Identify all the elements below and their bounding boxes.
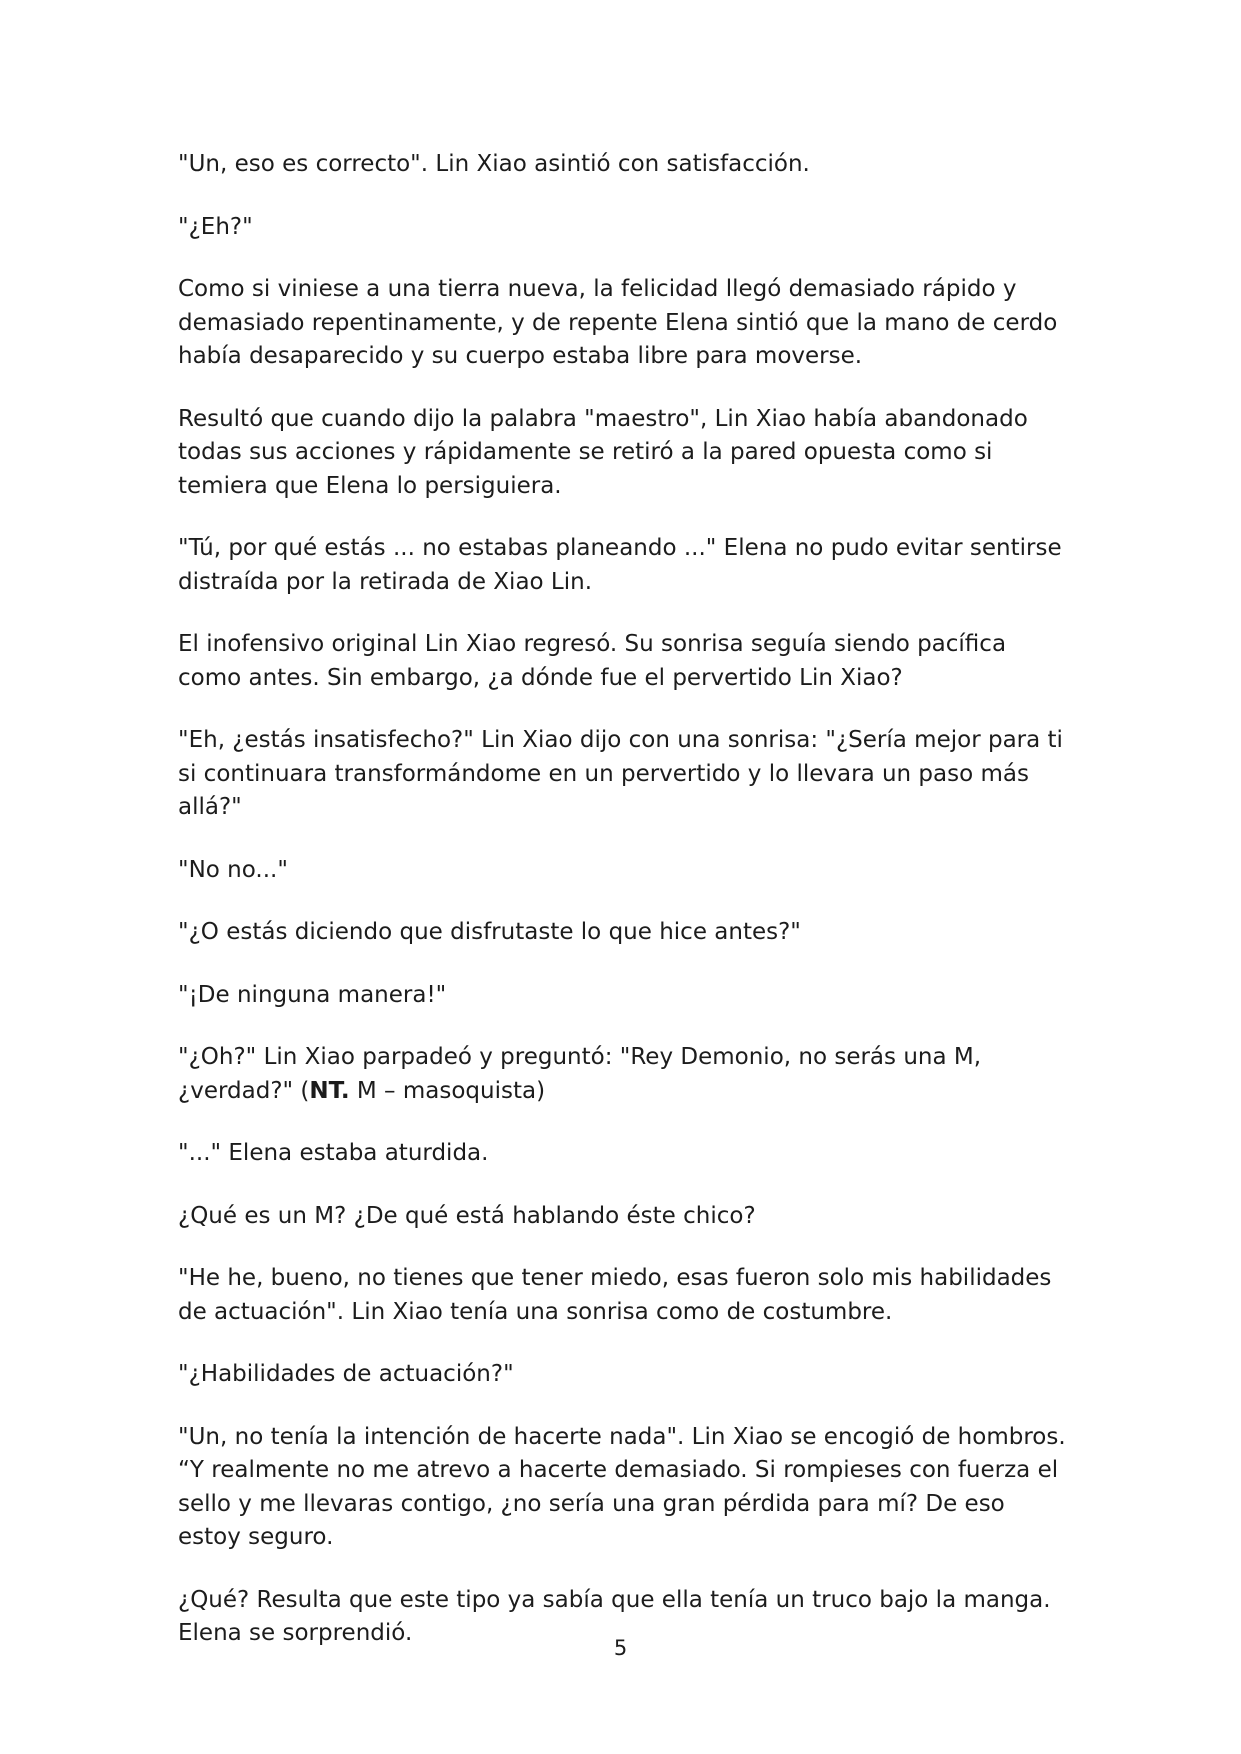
paragraph: Resultó que cuando dijo la palabra "maestro", Lin Xiao había abandonado todas sus acciones y rápidamente se retiró a la pared opuesta como si temiera que Elena lo persiguiera. bbox=[178, 405, 1028, 499]
nt-text-after: M – masoquista) bbox=[349, 1077, 546, 1104]
paragraph: "Tú, por qué estás ... no estabas planeando ..." Elena no pudo evitar sentirse distraída por la retirada de Xiao Lin. bbox=[178, 535, 1062, 595]
paragraph: "Eh, ¿estás insatisfecho?" Lin Xiao dijo con una sonrisa: "¿Sería mejor para ti si continuara transformándome en un pervertido y lo llevara un paso más allá?" bbox=[178, 727, 1063, 820]
paragraph: El inofensivo original Lin Xiao regresó. Su sonrisa seguía siendo pacífica como antes. Sin embargo, ¿a dónde fue el pervertido Lin Xiao? bbox=[178, 631, 1007, 691]
body-text bbox=[178, 148, 1073, 1680]
paragraph: Como si viniese a una tierra nueva, la felicidad llegó demasiado rápido y demasiado repentinamente, y de repente Elena sintió que la mano de cerdo había desaparecido y su cuerpo estaba libre para moverse. bbox=[178, 276, 1058, 369]
paragraph: "He he, bueno, no tienes que tener miedo, esas fueron solo mis habilidades de actuación". Lin Xiao tenía una sonrisa como de costumbre. bbox=[178, 1265, 1052, 1325]
nt-label: NT. bbox=[309, 1077, 350, 1104]
nt-text-before: "¿Oh?" Lin Xiao parpadeó y preguntó: "Rey Demonio, no serás una M, ¿verdad?" ( bbox=[178, 1044, 982, 1104]
paragraph: "¿Habilidades de actuación?" bbox=[178, 1361, 514, 1387]
paragraph: "Un, no tenía la intención de hacerte nada". Lin Xiao se encogió de hombros. “Y realmente no me atrevo a hacerte demasiado. Si rompieses con fuerza el sello y me llevaras contigo, ¿no sería una gran pérdida para mí? De eso estoy seguro. bbox=[178, 1423, 1066, 1550]
paragraph: "..." Elena estaba aturdida. bbox=[178, 1140, 489, 1166]
page-number: 5 bbox=[613, 1636, 628, 1660]
paragraph: "No no..." bbox=[178, 856, 288, 883]
paragraph-translator-note bbox=[178, 1041, 1073, 1108]
paragraph: "¡De ninguna manera!" bbox=[178, 981, 447, 1008]
paragraph: ¿Qué? Resulta que este tipo ya sabía que ella tenía un truco bajo la manga. Elena se sorprendió. bbox=[178, 1586, 1051, 1646]
paragraph: "¿Eh?" bbox=[178, 213, 253, 240]
paragraph: "¿O estás diciendo que disfrutaste lo que hice antes?" bbox=[178, 919, 801, 945]
paragraph: ¿Qué es un M? ¿De qué está hablando éste chico? bbox=[178, 1202, 756, 1229]
paragraph: "Un, eso es correcto". Lin Xiao asintió con satisfacción. bbox=[178, 151, 810, 177]
